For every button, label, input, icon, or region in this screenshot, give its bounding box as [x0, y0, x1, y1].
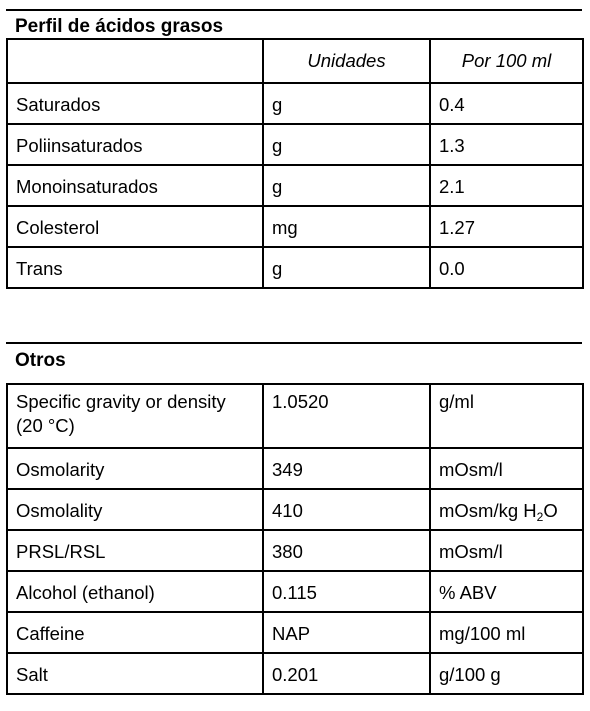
nutrient-value: 1.27 [430, 206, 583, 247]
property-value: 0.201 [263, 653, 430, 694]
property-value: 1.0520 [263, 384, 430, 448]
property-name: PRSL/RSL [7, 530, 263, 571]
nutrient-name: Poliinsaturados [7, 124, 263, 165]
nutrient-unit: g [263, 83, 430, 124]
nutrient-name: Trans [7, 247, 263, 288]
table-row [7, 165, 583, 206]
nutrient-value: 1.3 [430, 124, 583, 165]
property-name: Osmolality [7, 489, 263, 530]
header-units: Unidades [263, 39, 430, 83]
property-name: Alcohol (ethanol) [7, 571, 263, 612]
table-row [7, 247, 583, 288]
table-header-row [7, 39, 583, 83]
property-unit: mg/100 ml [430, 612, 583, 653]
property-unit: g/100 g [430, 653, 583, 694]
property-unit: mOsm/l [430, 448, 583, 489]
fatty-acid-title: Perfil de ácidos grasos [15, 16, 224, 37]
nutrient-unit: g [263, 247, 430, 288]
property-name: Osmolarity [7, 448, 263, 489]
table-row [7, 206, 583, 247]
fatty-acid-section [6, 9, 582, 289]
nutrient-value: 0.4 [430, 83, 583, 124]
others-section [6, 342, 582, 695]
header-empty-cell [7, 39, 263, 83]
property-unit: mOsm/l [430, 530, 583, 571]
nutrient-name: Monoinsaturados [7, 165, 263, 206]
nutrient-unit: mg [263, 206, 430, 247]
table-row [7, 448, 583, 489]
nutrient-value: 0.0 [430, 247, 583, 288]
property-unit [430, 489, 583, 530]
table-row [7, 653, 583, 694]
table-row [7, 489, 583, 530]
property-unit: g/ml [430, 384, 583, 448]
nutrient-name: Saturados [7, 83, 263, 124]
nutrient-value: 2.1 [430, 165, 583, 206]
nutrient-unit: g [263, 165, 430, 206]
nutrient-unit: g [263, 124, 430, 165]
osmolality-unit-subscript: 2 [536, 510, 544, 525]
property-value: NAP [263, 612, 430, 653]
osmolality-unit-suffix: O [543, 500, 558, 521]
table-row [7, 124, 583, 165]
property-name: Salt [7, 653, 263, 694]
property-unit: % ABV [430, 571, 583, 612]
property-name: Caffeine [7, 612, 263, 653]
osmolality-unit-main: mOsm/kg H [439, 500, 537, 521]
property-value: 0.115 [263, 571, 430, 612]
table-row [7, 83, 583, 124]
table-row [7, 530, 583, 571]
property-value: 410 [263, 489, 430, 530]
header-per-100ml: Por 100 ml [430, 39, 583, 83]
table-row [7, 612, 583, 653]
property-name: Specific gravity or density (20 °C) [7, 384, 263, 448]
property-value: 380 [263, 530, 430, 571]
property-value: 349 [263, 448, 430, 489]
fatty-acid-table [6, 38, 584, 289]
table-row [7, 384, 583, 448]
others-title: Otros [15, 350, 66, 371]
others-table [6, 383, 584, 695]
table-row [7, 571, 583, 612]
nutrient-name: Colesterol [7, 206, 263, 247]
